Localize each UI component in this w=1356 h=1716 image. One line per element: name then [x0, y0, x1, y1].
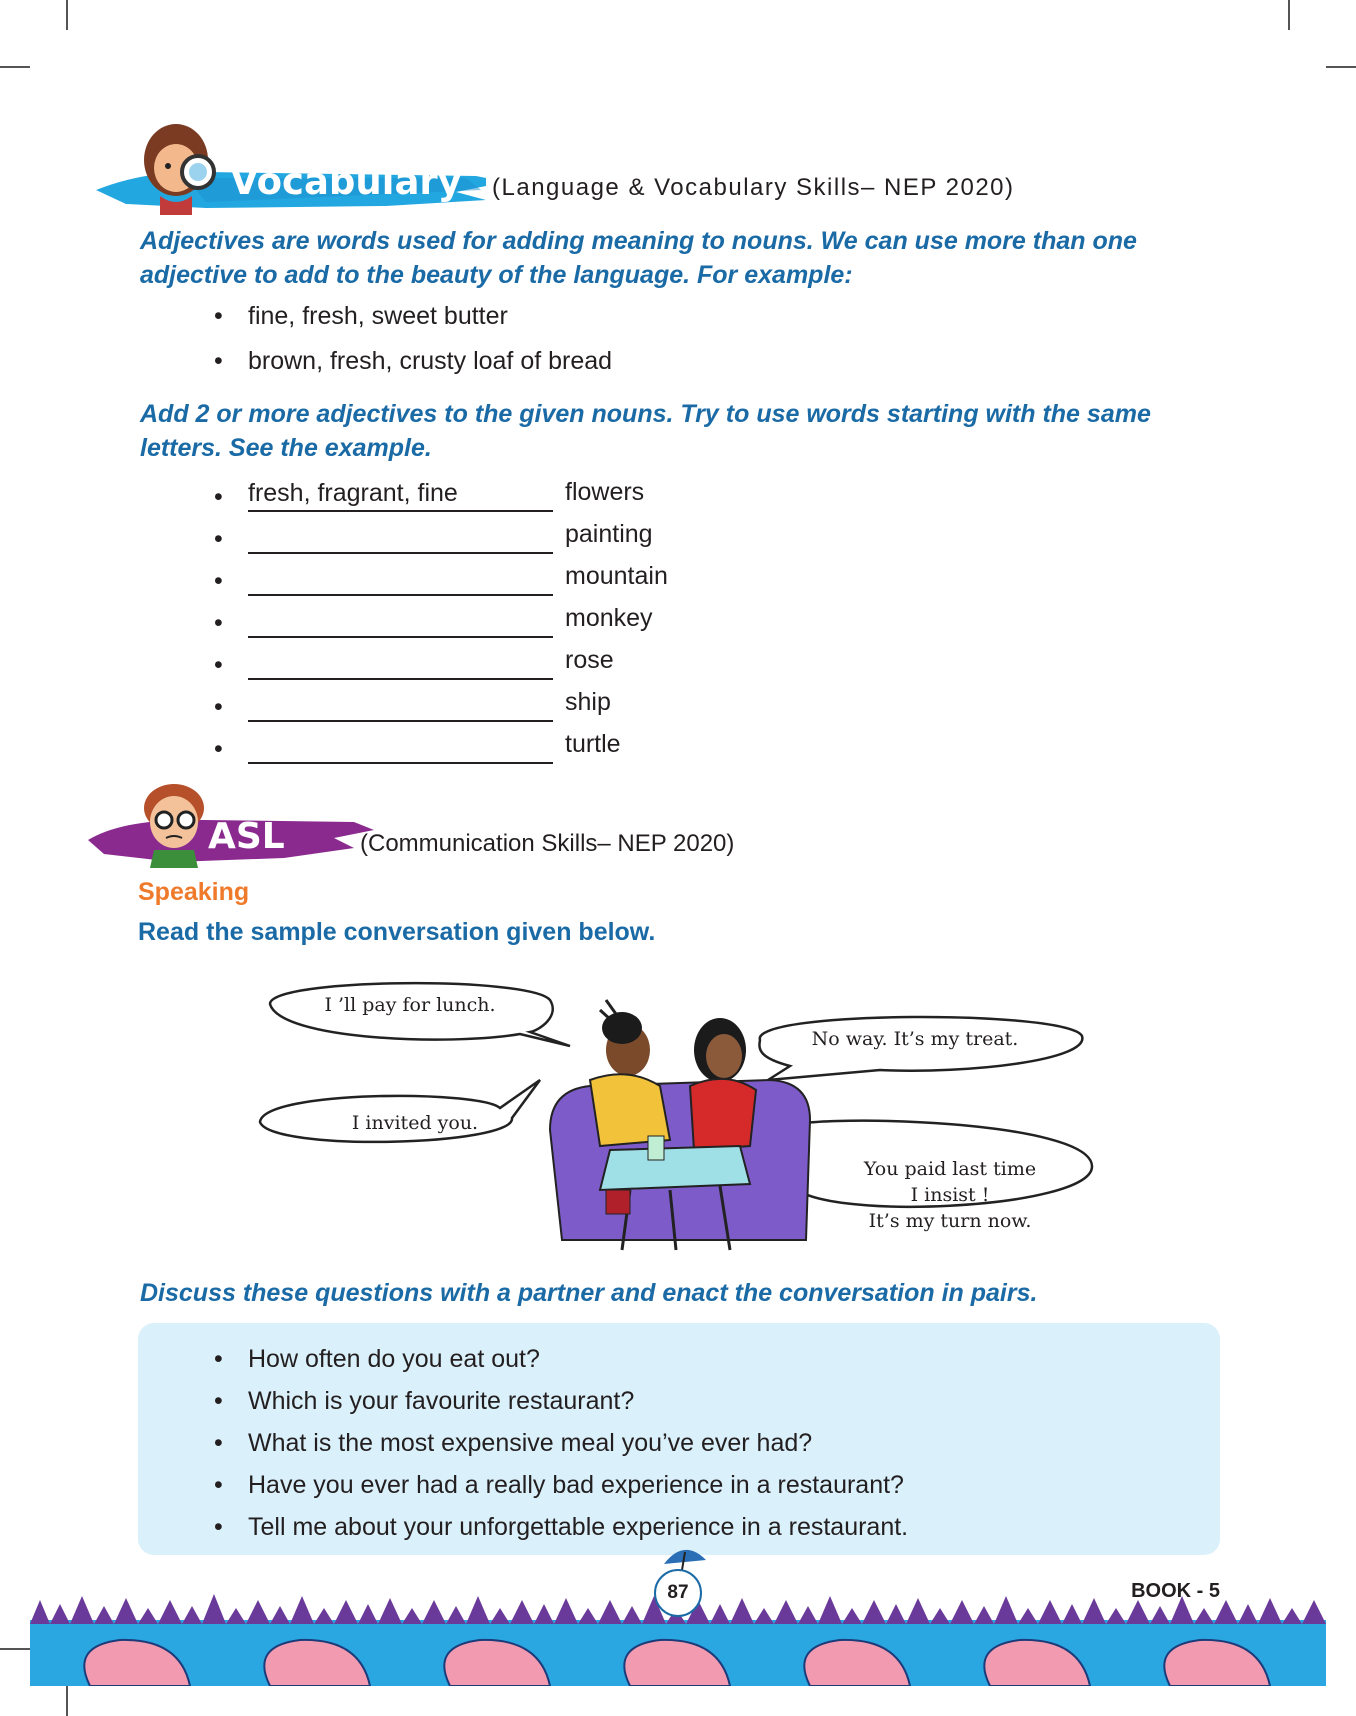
bubble-text: No way. It’s my treat. [811, 1028, 1019, 1050]
answer-blank[interactable]: fresh, fragrant, fine [248, 476, 553, 512]
noun-label: flowers [565, 478, 645, 506]
exercise-row: • fresh, fragrant, fine flowers [214, 478, 645, 511]
noun-label: turtle [565, 730, 621, 758]
noun-label: rose [565, 646, 614, 674]
exercise-row: • turtle [214, 730, 621, 763]
exercise-row: • ship [214, 688, 611, 721]
vocabulary-task: Add 2 or more adjectives to the given nouns. Try to use words starting with the same letters. See the example. [140, 400, 1151, 462]
list-item: • Which is your favourite restaurant? [214, 1380, 908, 1422]
list-item: • brown, fresh, crusty loaf of bread [214, 347, 612, 392]
crop-mark [66, 1686, 68, 1716]
read-heading: Read the sample conversation given below. [138, 918, 656, 946]
answer-blank[interactable] [248, 602, 553, 638]
question-list [214, 1338, 908, 1548]
answer-blank[interactable] [248, 518, 553, 554]
vocabulary-banner [86, 120, 486, 220]
noun-label: ship [565, 688, 611, 716]
asl-banner [84, 778, 374, 868]
page-number: 87 [654, 1569, 702, 1617]
crop-mark [0, 66, 30, 68]
speaking-label: Speaking [138, 878, 250, 906]
book-label: BOOK - 5 [1131, 1580, 1220, 1602]
noun-label: mountain [565, 562, 668, 590]
crop-mark [1326, 66, 1356, 68]
bubble-text: You paid last time [863, 1158, 1037, 1180]
boy-glasses-icon [134, 778, 214, 868]
example-list [214, 302, 612, 392]
list-item: • What is the most expensive meal you’ve ever had? [214, 1422, 908, 1464]
bubble-text: I insist ! [910, 1184, 990, 1206]
answer-blank[interactable] [248, 644, 553, 680]
exercise-row: • rose [214, 646, 614, 679]
exercise-row: • painting [214, 520, 653, 553]
crop-mark [0, 1648, 30, 1650]
vocabulary-intro: Adjectives are words used for adding meaning to nouns. We can use more than one adjective to add to the beauty of the language. For example: [140, 227, 1137, 289]
answer-blank[interactable] [248, 686, 553, 722]
list-item: • Have you ever had a really bad experience in a restaurant? [214, 1464, 908, 1506]
list-item: • fine, fresh, sweet butter [214, 302, 612, 347]
noun-label: painting [565, 520, 653, 548]
answer-blank[interactable] [248, 560, 553, 596]
crop-mark [66, 0, 68, 30]
vocabulary-title: Vocabulary [230, 160, 462, 203]
exercise-row: • monkey [214, 604, 653, 637]
crop-mark [1288, 0, 1290, 30]
exercise-row: • mountain [214, 562, 668, 595]
asl-nep-tag: (Communication Skills– NEP 2020) [360, 830, 735, 857]
bubble-text: I ’ll pay for lunch. [324, 994, 496, 1016]
bubble-text: I invited you. [351, 1112, 479, 1134]
vocabulary-nep-tag: (Language & Vocabulary Skills– NEP 2020) [492, 174, 1015, 201]
list-item: • Tell me about your unforgettable experience in a restaurant. [214, 1506, 908, 1548]
bubble-text: It’s my turn now. [868, 1210, 1032, 1232]
girl-magnifier-icon [136, 120, 226, 215]
list-item: • How often do you eat out? [214, 1338, 908, 1380]
discuss-instruction: Discuss these questions with a partner and enact the conversation in pairs. [140, 1279, 1038, 1307]
answer-blank[interactable] [248, 728, 553, 764]
umbrella-icon [660, 1540, 710, 1570]
noun-label: monkey [565, 604, 653, 632]
asl-title: ASL [208, 816, 285, 857]
